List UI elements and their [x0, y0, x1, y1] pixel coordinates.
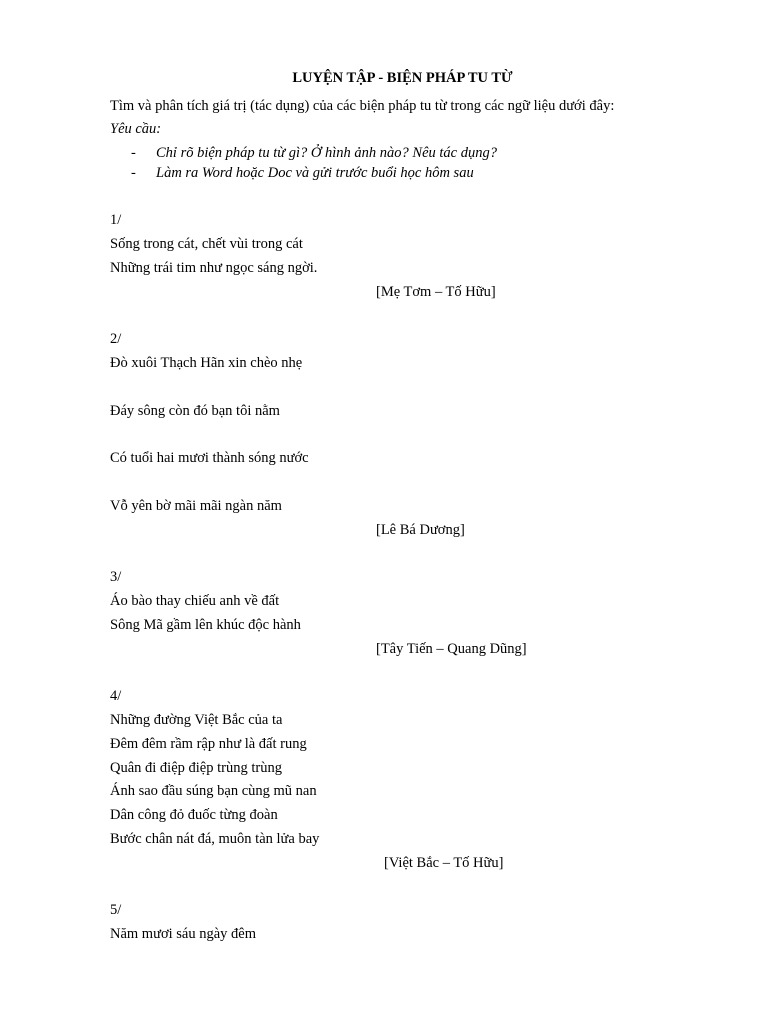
exercise-number: 5/ — [110, 902, 122, 918]
poem-line: Sông Mã gầm lên khúc độc hành — [110, 617, 301, 633]
poem-line: Vỗ yên bờ mãi mãi ngàn năm — [110, 498, 282, 514]
exercise-source: [Việt Bắc – Tố Hữu] — [384, 855, 504, 871]
exercise-number: 1/ — [110, 212, 122, 228]
bullet-item: Chỉ rõ biện pháp tu từ gì? Ở hình ảnh nào? Nêu tác dụng? — [156, 145, 497, 161]
exercise-number: 3/ — [110, 569, 122, 585]
bullet-marker: - — [131, 145, 136, 161]
poem-line: Năm mươi sáu ngày đêm — [110, 926, 256, 942]
poem-line: Đêm đêm rầm rập như là đất rung — [110, 736, 307, 752]
poem-line: Ánh sao đầu súng bạn cùng mũ nan — [110, 783, 317, 799]
document-title: LUYỆN TẬP - BIỆN PHÁP TU TỪ — [292, 70, 513, 86]
poem-line: Quân đi điệp điệp trùng trùng — [110, 760, 282, 776]
exercise-number: 2/ — [110, 331, 122, 347]
bullet-marker: - — [131, 165, 136, 181]
poem-line: Những trái tim như ngọc sáng ngời. — [110, 260, 318, 276]
poem-line: Dân công đỏ đuốc từng đoàn — [110, 807, 278, 823]
intro-paragraph: Tìm và phân tích giá trị (tác dụng) của các biện pháp tu từ trong các ngữ liệu dưới đây: — [110, 98, 615, 114]
poem-line: Bước chân nát đá, muôn tàn lửa bay — [110, 831, 320, 847]
exercise-number: 4/ — [110, 688, 122, 704]
poem-line: Đò xuôi Thạch Hãn xin chèo nhẹ — [110, 355, 303, 371]
exercise-source: [Lê Bá Dương] — [376, 522, 465, 538]
poem-line: Áo bào thay chiếu anh về đất — [110, 593, 280, 609]
poem-line: Những đường Việt Bắc của ta — [110, 712, 283, 728]
bullet-item: Làm ra Word hoặc Doc và gửi trước buổi học hôm sau — [156, 165, 474, 181]
poem-line: Có tuổi hai mươi thành sóng nước — [110, 450, 309, 466]
poem-line: Đáy sông còn đó bạn tôi nằm — [110, 403, 280, 419]
poem-line: Sống trong cát, chết vùi trong cát — [110, 236, 303, 252]
exercise-source: [Mẹ Tơm – Tố Hữu] — [376, 284, 496, 300]
exercise-source: [Tây Tiến – Quang Dũng] — [376, 641, 527, 657]
requirement-label: Yêu cầu: — [110, 121, 162, 137]
